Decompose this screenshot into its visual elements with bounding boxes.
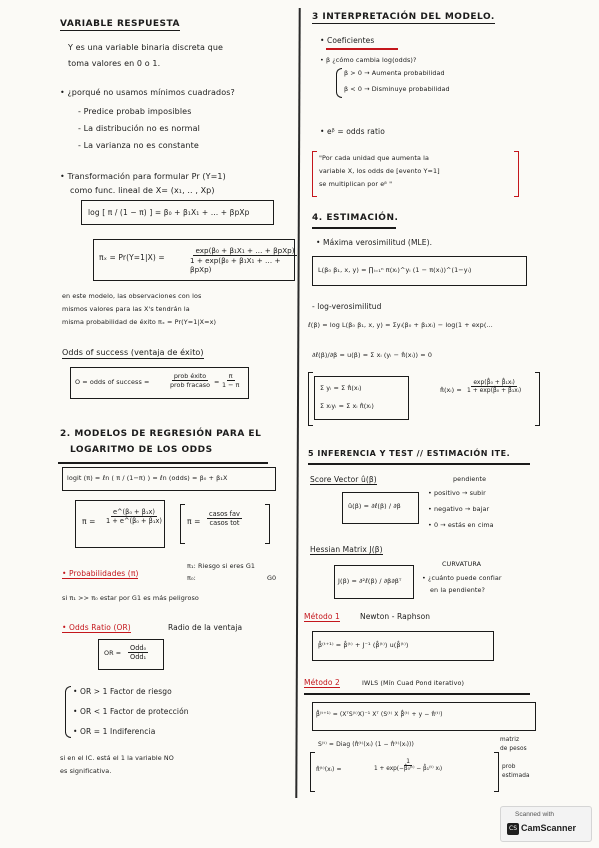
prob-bracket-right [494,752,499,792]
method2-name: IWLS (Mín Cuad Pond iterativo) [362,679,465,687]
curvatura-label: CURVATURA [442,560,482,568]
weights-formula: S⁽ᵗ⁾ = Diag (π̂⁽ᵗ⁾(xᵢ) (1 − π̂⁽ᵗ⁾(xᵢ))) [318,741,414,748]
comparison-line: si π₁ >> π₀ estar por G1 es más peligroso [62,594,199,602]
numerator: Odd₀ [130,644,147,652]
odds-fraction [170,372,210,389]
or-case: • OR = 1 Indiferencia [73,727,156,736]
method2-underline [304,693,530,695]
system-equation: Σ xᵢyᵢ = Σ xᵢ π̂(xᵢ) [320,402,375,410]
prob-formula-fraction [190,246,300,274]
denominator: prob fracaso [170,381,211,389]
ic-note: si en el IC. está el 1 la variable NO [60,754,174,762]
g0-label: G0 [267,574,277,582]
denominator: 1 + exp(β̂₀ + β̂₁xᵢ) [467,387,522,394]
denominator: 1 − π [222,381,240,389]
pihat-lhs: π̂(xᵢ) = [440,386,462,394]
section2-title-line2: LOGARITMO DE LOS ODDS [70,445,213,455]
column-divider [295,8,300,798]
probabilities-label: • Probabilidades (π) [62,569,139,578]
iwls-formula: β̂⁽ᵗ⁺¹⁾ = (XᵀS⁽ᵗ⁾X)⁻¹ Xᵀ (S⁽ᵗ⁾ X β̂⁽ᵗ⁾ + y − π̂⁽ᵗ⁾) [316,711,443,718]
quote-line: "Por cada unidad que aumenta la [319,154,429,162]
right-bracket [265,504,270,544]
denominator: 1 + exp(−β̂₀⁽ᵗ⁾ − β̂₁⁽ᵗ⁾ xᵢ) [374,766,443,772]
prob-estimate-lhs: π̂⁽ᵗ⁾(xᵢ) = [316,766,342,773]
mle-label: • Máxima verosimilitud (MLE). [316,238,433,247]
section4-underline [312,227,396,229]
cases-brace [65,686,71,738]
quote-bracket-right [514,151,519,197]
scanner-caption: Scanned with [515,811,555,818]
log-likelihood-label: - log-verosimilitud [312,302,382,311]
numerator: 1 [406,759,410,765]
numerator: π [228,372,233,380]
score-equation: ∂ℓ(β)/∂β = u(β) = Σ xᵢ (yᵢ − π̂(xᵢ)) = 0 [312,351,432,359]
beta-positive: β > 0 → Aumenta probabilidad [344,69,445,77]
pi-exp-fraction [106,508,162,525]
section4-title: 4. ESTIMACIÓN. [312,213,399,223]
pi-cases-fraction [207,510,242,527]
equals-sign: = [214,378,220,386]
numerator: casos fav [209,510,240,518]
newton-raphson-formula: β̂⁽ᵗ⁺¹⁾ = β̂⁽ᵗ⁾ + J⁻¹ (β̂⁽ᵗ⁾) u(β̂⁽ᵗ⁾) [318,641,409,649]
question-line: • ¿porqué no usamos mínimos cuadrados? [60,88,235,97]
beta-negative: β < 0 → Disminuye probabilidad [344,85,450,93]
system-bracket-left [308,372,313,426]
text-line: Y es una variable binaria discreta que [68,43,224,52]
confidence-question: • ¿cuánto puede confiar [422,574,502,582]
slope-item: • positivo → subir [428,489,486,497]
log-likelihood-formula: ℓ(β) = log L(β₀ β₁, x, y) = Σyᵢ(β₀ + β₁xᵢ) − log(1 + exp(… [308,321,493,329]
or-fraction [128,644,148,661]
hessian-title: Hessian Matrix J(β) [310,545,383,554]
section5-title: 5 INFERENCIA Y TEST // ESTIMACIÓN ITE. [308,449,511,458]
prob-formula-lhs: πₓ = Pr(Y=1|X) = [99,253,165,262]
pi-lhs: π = [82,517,96,526]
odds-ratio-label: • Odds Ratio (OR) [62,623,131,632]
prob-estimate-note: estimada [502,773,530,779]
logit-formula: log [ π / (1 − π) ] = β₀ + β₁X₁ + … + βpXp [88,208,250,217]
numerator: exp(β̂₀ + β̂₁xᵢ) [473,379,515,386]
beta-question: • β ¿cómo cambia log(odds)? [320,56,417,64]
method2-label: Método 2 [304,678,340,687]
method1-label: Método 1 [304,612,340,621]
ic-note: es significativa. [60,767,112,775]
text-line: • Transformación para formular Pr (Y=1) [60,172,226,181]
pi2-lhs: π = [187,517,201,526]
likelihood-formula: L(β₀ β₁, x, y) = ∏ᵢ₌₁ⁿ π(xᵢ)^yᵢ (1 − π(xᵢ))^(1−yᵢ) [318,266,472,274]
pi1-line: π₁: Riesgo si eres G1 [187,562,256,570]
denominator: Odd₁ [130,653,147,661]
bullet-item: - La distribución no es normal [78,124,200,133]
pi0-line: π₀: [187,574,196,582]
left-bracket [180,504,185,544]
prob-estimate-fraction [374,759,442,772]
bullet-item: - Predice probab imposibles [78,107,192,116]
odds-fraction-pi [222,372,239,389]
coefficients-underline [326,48,398,50]
bullet-item: - La varianza no es constante [78,141,199,150]
text-line: toma valores en 0 o 1. [68,59,161,68]
camscanner-watermark [500,806,592,842]
note-line: mismos valores para las X's tendrán la [62,305,190,313]
or-case: • OR > 1 Factor de riesgo [73,687,172,696]
pihat-fraction [467,379,521,394]
note-line: misma probabilidad de éxito πₓ = Pr(Y=1|X=x) [62,318,217,326]
coefficients-label: • Coeficientes [320,36,375,45]
section1-title: VARIABLE RESPUESTA [60,19,180,29]
quote-bracket-left [312,151,317,197]
slope-item: • 0 → estás en cima [428,521,494,529]
confidence-question: en la pendiente? [430,586,486,594]
weights-note: matriz [500,737,520,743]
system-bracket-right [535,372,540,426]
or-case: • OR < 1 Factor de protección [73,707,189,716]
beta-brace [336,68,342,98]
section2-underline [58,462,268,464]
camscanner-logo-icon: CS [507,823,519,835]
odds-ratio-desc: Radio de la ventaja [168,623,243,632]
exp-beta-line: • eᵝ = odds ratio [320,127,385,136]
section2-title: 2. MODELOS DE REGRESIÓN PARA EL [60,429,262,439]
or-lhs: OR = [104,649,122,657]
numerator: prob éxito [173,372,207,380]
numerator: exp(β₀ + β₁X₁ + … + βpXp) [195,246,295,255]
section5-underline [308,463,530,465]
numerator: e^(β₀ + β₁x) [112,508,156,516]
pendiente-label: pendiente [453,475,487,483]
system-box [314,376,409,420]
quote-line: variable X, los odds de [evento Y=1] [319,167,440,175]
scanner-name: CamScanner [521,823,577,833]
odds-title: Odds of success (ventaja de éxito) [62,348,204,357]
slope-item: • negativo → bajar [428,505,490,513]
prob-estimate-note: prob [502,764,516,770]
weights-note: de pesos [500,746,527,752]
text-line: como func. lineal de X= (x₁, .. , Xp) [70,186,215,195]
denominator: 1 + e^(β₀ + β₁x) [106,517,162,525]
hessian-formula: J(β) = ∂²ℓ(β) / ∂β∂βᵀ [338,577,402,585]
note-line: en este modelo, las observaciones con los [62,292,202,300]
method1-name: Newton - Raphson [360,612,431,621]
denominator: 1 + exp(β₀ + β₁X₁ + … + βpXp) [190,256,281,274]
prob-bracket-left [310,752,315,792]
denominator: casos tot [209,519,240,527]
logit-odds-formula: logit (π) = ℓn ( π / (1−π) ) = ℓn (odds) = β₀ + β₁X [67,474,228,482]
score-vector-formula: û(β) = ∂ℓ(β) / ∂β [348,502,401,510]
quote-line: se multiplican por eᵝ " [319,180,393,188]
system-equation: Σ yᵢ = Σ π̂(xᵢ) [320,384,362,392]
section3-title: 3 INTERPRETACIÓN DEL MODELO. [312,12,495,22]
score-vector-title: Score Vector û(β) [310,475,377,484]
odds-lhs: O = odds of success = [75,378,150,386]
